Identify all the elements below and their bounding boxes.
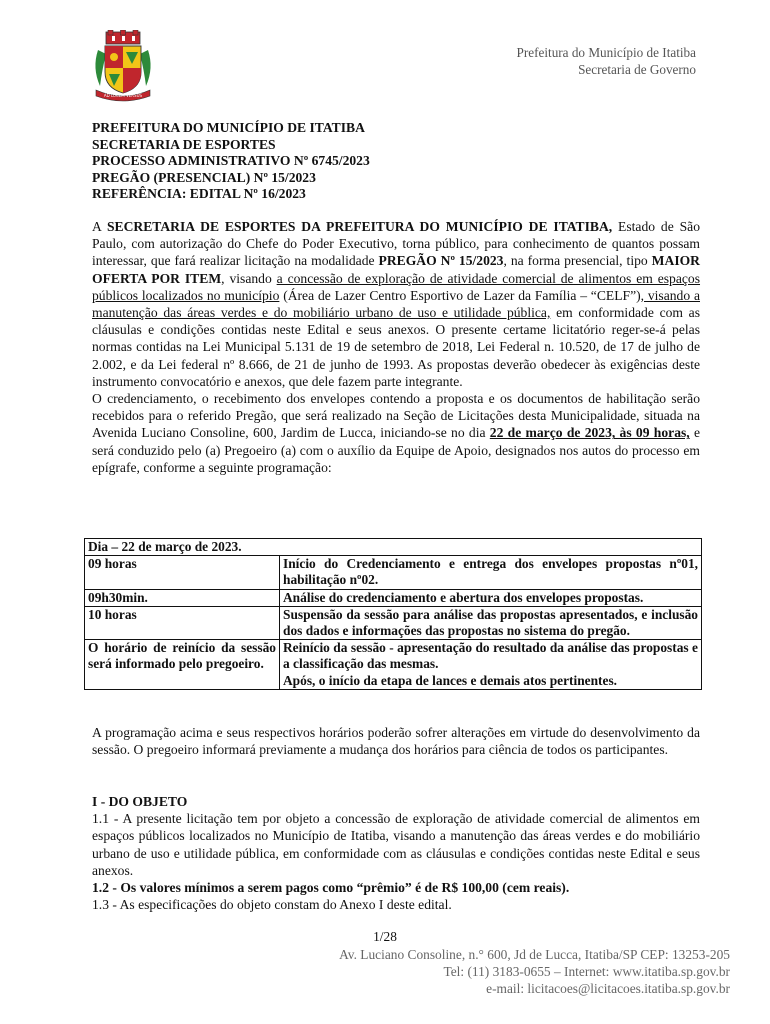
title-block [92, 120, 702, 203]
intro-paragraph-1 [92, 218, 700, 390]
text-run: em conformidade com as cláusulas e condições contidas neste Edital e seus anexos. O presente certame licitatório reger-se-á pelas normas contidas na Lei Municipal 5.131 de 19 de setembro de 2018, Lei Federal n. 10.520, de 17 de julho de 2.002, e da Lei federal nº 8.666, de 21 de junho de 1993. As propostas deverão obedecer às exigências deste instrumento convocatório e anexos, que dele fazem parte integrante. [92, 305, 700, 389]
text-run: Estado de São Paulo, com autorização do Chefe do Poder Executivo, torna público, para conhecimento de quantos possam interessar, que fará realizar licitação na modalidade [92, 219, 700, 269]
intro-section [92, 218, 700, 476]
schedule-activity: Suspensão da sessão para análise das propostas apresentados, e inclusão dos dados e informações das propostas no sistema do pregão. [280, 606, 702, 639]
text-run: A [92, 219, 107, 234]
section-heading-text: I - DO OBJETO [92, 794, 188, 809]
text-run: O credenciamento, o recebimento dos envelopes contendo a proposta e os documentos de habilitação serão recebidos para o referido Pregão, que será realizado na Seção de Licitações desta Municipalidade, situada na Avenida Luciano Consoline, 600, Jardim de Lucca, iniciando-se no dia [92, 391, 700, 441]
schedule-activity-text: Após, o início da etapa de lances e demais atos pertinentes. [283, 672, 618, 688]
title-line: PREFEITURA DO MUNICÍPIO DE ITATIBA [92, 120, 365, 135]
coat-ribbon-text: AD LUCEM VERSUS [103, 93, 143, 98]
text-run: , visando [221, 270, 277, 286]
document-header [517, 44, 696, 78]
table-row [85, 606, 702, 639]
schedule-activity: Início do Credenciamento e entrega dos envelopes propostas nº01, habilitação nº02. [280, 556, 702, 589]
schedule-activity-text: Reinício da sessão - apresentação do resultado da análise das propostas e a classificação das mesmas. [283, 640, 698, 672]
text-run: , na forma presencial, tipo [503, 253, 652, 269]
footer-contact: Tel: (11) 3183-0655 – Internet: www.itatiba.sp.gov.br [443, 964, 730, 979]
coat-of-arms-logo [92, 30, 154, 102]
footer-spacer [339, 929, 730, 946]
text-run-bold: MAIOR OFERTA POR ITEM [92, 253, 701, 286]
schedule-table [84, 538, 702, 690]
schedule-note: A programação acima e seus respectivos horários poderão sofrer alterações em virtude do desenvolvimento da sessão. O pregoeiro informará previamente a mudança dos horários para ciência de todos os participantes. [92, 725, 700, 758]
document-footer [339, 929, 730, 997]
section-objeto [92, 793, 700, 913]
section-heading [92, 793, 700, 810]
schedule-time: 09 horas [85, 556, 280, 589]
table-row [85, 640, 702, 690]
title-line: REFERÊNCIA: EDITAL Nº 16/2023 [92, 186, 306, 201]
table-row [85, 556, 702, 589]
schedule-activity: Análise do credenciamento e abertura dos envelopes propostas. [280, 589, 702, 606]
schedule-time: O horário de reinício da sessão será informado pelo pregoeiro. [85, 640, 280, 690]
text-run-bold: 1.2 - [92, 880, 121, 896]
table-header-row [85, 539, 702, 556]
schedule-time: 10 horas [85, 606, 280, 639]
footer-email: e-mail: licitacoes@licitacoes.itatiba.sp.gov.br [486, 981, 730, 996]
table-row [85, 589, 702, 606]
footer-address: Av. Luciano Consoline, n.° 600, Jd de Lucca, Itatiba/SP CEP: 13253-205 [339, 947, 730, 962]
text-run-bold: PREGÃO Nº 15/2023 [378, 253, 504, 269]
text-run: (Área de Lazer Centro Esportivo de Lazer da Família – “CELF”) [279, 287, 641, 303]
clause-1-1: 1.1 - A presente licitação tem por objeto a concessão de exploração de atividade comercial de alimentos em espaços públicos localizados no Município de Itatiba, visando a manutenção das áreas verdes e do mobiliário urbano de uso e utilidade pública, em conformidade com as cláusulas e condições contidas neste Edital e seus anexos. [92, 811, 700, 878]
schedule-time: 09h30min. [85, 589, 280, 606]
header-org-line2: Secretaria de Governo [578, 62, 696, 77]
text-run-bold: SECRETARIA DE ESPORTES DA PREFEITURA DO MUNICÍPIO DE ITATIBA, [106, 219, 613, 234]
title-line: PREGÃO (PRESENCIAL) Nº 15/2023 [92, 169, 316, 185]
text-run-underlined: , visando a manutenção das áreas verdes e do mobiliário urbano de uso e utilidade pública, [92, 287, 700, 321]
title-line: SECRETARIA DE ESPORTES [92, 136, 276, 152]
schedule-activity [280, 640, 702, 690]
intro-paragraph-2 [92, 390, 700, 476]
text-run-bold-underlined: 22 de março de 2023, às 09 horas, [489, 425, 690, 441]
clause-1-2 [92, 879, 700, 896]
text-run-bold: Os valores mínimos a serem pagos como “prêmio” é de R$ 100,00 (cem reais). [120, 880, 570, 896]
text-run-underlined: a concessão de exploração de atividade comercial de alimentos em espaços públicos localizados no município [92, 270, 701, 303]
page-number: 1/28 [373, 929, 397, 944]
schedule-date-header: Dia – 22 de março de 2023. [85, 539, 702, 556]
title-line: PROCESSO ADMINISTRATIVO Nº 6745/2023 [92, 153, 370, 168]
text-run: e será conduzido pelo (a) Pregoeiro (a) com o auxílio da Equipe de Apoio, designados nos autos do processo em epígrafe, conforme a seguinte programação: [92, 425, 701, 475]
header-org-line1: Prefeitura do Município de Itatiba [516, 45, 696, 60]
clause-1-3: 1.3 - As especificações do objeto constam do Anexo I deste edital. [92, 897, 452, 913]
